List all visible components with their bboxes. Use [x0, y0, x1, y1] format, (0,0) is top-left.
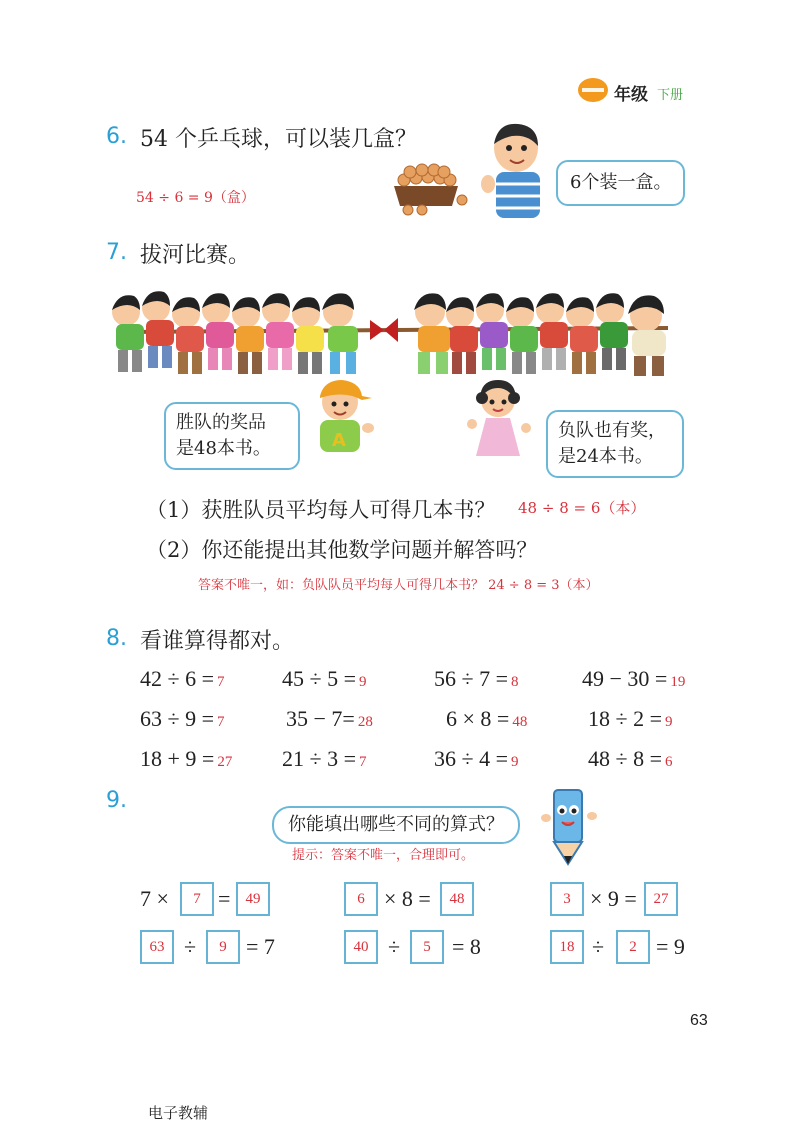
q9-r1c2-box2[interactable]: 48 [440, 882, 474, 916]
q9-r1c1-box1[interactable]: 7 [180, 882, 214, 916]
q9-speech-bubble [272, 806, 520, 844]
q7-right-bubble-line1: 负队也有奖， [558, 420, 666, 441]
watermark: 电子教辅 [148, 1104, 209, 1122]
q7-left-bubble-line1: 胜队的奖品 [176, 412, 266, 433]
q9-hint: 提示：答案不唯一，合理即可。 [292, 848, 475, 863]
q8-equation: 6 × 8 = 48 [446, 706, 528, 731]
grade-badge [578, 78, 608, 102]
q8-equation: 18 ÷ 2 = 9 [588, 706, 673, 731]
q7-sub2-answer: 答案不唯一，如：负队队员平均每人可得几本书？ 24 ÷ 8 = 3（本） [198, 578, 599, 593]
q6-answer: 54 ÷ 6 = 9（盒） [136, 190, 255, 206]
q7-right-speech-bubble [546, 410, 684, 478]
q8-equation: 21 ÷ 3 = 7 [282, 746, 367, 771]
q9-r1c3-mid: × 9 = [590, 886, 637, 911]
q9-r2c1-mid: ÷ [184, 934, 197, 959]
q9-number: 9. [106, 788, 127, 813]
q9-r2c2-mid: ÷ [388, 934, 401, 959]
q9-r1c1-box2[interactable]: 49 [236, 882, 270, 916]
q9-r1c3-box2[interactable]: 27 [644, 882, 678, 916]
q7-right-bubble-line2: 是24本书。 [558, 446, 653, 467]
q6-speech-bubble [556, 160, 685, 206]
q9-r2c3-post: = 9 [656, 934, 685, 959]
q8-equation: 42 ÷ 6 = 7 [140, 666, 225, 691]
q7-left-bubble-line2: 是48本书。 [176, 438, 271, 459]
pencil-character-illustration [540, 786, 598, 866]
grade-label: 年级 [614, 85, 648, 105]
q8-equation: 48 ÷ 8 = 6 [588, 746, 673, 771]
q6-speech-text: 6个装一盒。 [570, 172, 672, 193]
q9-r2c2-post: = 8 [452, 934, 481, 959]
q8-equation: 35 − 7= 28 [286, 706, 373, 731]
q9-r2c3-box2[interactable]: 2 [616, 930, 650, 964]
cap-boy-illustration [304, 376, 380, 456]
q9-r2c2-box2[interactable]: 5 [410, 930, 444, 964]
q9-r2c3-mid: ÷ [592, 934, 605, 959]
q9-r1c3-box1[interactable]: 3 [550, 882, 584, 916]
q7-text: 拔河比赛。 [140, 243, 251, 268]
q7-left-speech-bubble [164, 402, 300, 470]
q9-r2c1-box2[interactable]: 9 [206, 930, 240, 964]
q9-r2c2-box1[interactable]: 40 [344, 930, 378, 964]
q9-r1c2-box1[interactable]: 6 [344, 882, 378, 916]
girl-illustration [466, 376, 532, 462]
q7-sub2: （2）你还能提出其他数学问题并解答吗？ [146, 538, 538, 562]
q8-equation: 45 ÷ 5 = 9 [282, 666, 367, 691]
q8-equation: 18 + 9 = 27 [140, 746, 233, 771]
q8-equation: 56 ÷ 7 = 8 [434, 666, 519, 691]
ping-pong-box-illustration [388, 160, 472, 216]
q8-equation: 63 ÷ 9 = 7 [140, 706, 225, 731]
q9-r2c1-box1[interactable]: 63 [140, 930, 174, 964]
q9-r2c3-box1[interactable]: 18 [550, 930, 584, 964]
page-number: 63 [690, 1012, 708, 1029]
tug-of-war-illustration [108, 284, 688, 380]
q9-r2c1-post: = 7 [246, 934, 275, 959]
q7-sub1-answer: 48 ÷ 8 = 6（本） [518, 499, 646, 517]
boy-illustration [472, 122, 556, 224]
q8-equation: 49 − 30 = 19 [582, 666, 686, 691]
svg-text:A: A [332, 430, 346, 451]
q9-r1c1-pre: 7 × [140, 886, 169, 911]
volume-label: 下册 [657, 88, 684, 103]
q9-r1c1-mid: = [218, 886, 231, 911]
q8-text: 看谁算得都对。 [140, 629, 295, 654]
q9-r1c2-mid: × 8 = [384, 886, 431, 911]
q6-text: 54 个乒乓球，可以装几盒？ [140, 127, 417, 152]
q8-number: 8. [106, 626, 127, 651]
q6-number: 6. [106, 124, 127, 149]
grade-badge-icon [578, 78, 608, 102]
q8-equation: 36 ÷ 4 = 9 [434, 746, 519, 771]
q7-sub1: （1）获胜队员平均每人可得几本书？ [146, 498, 496, 522]
q9-speech-text: 你能填出哪些不同的算式？ [288, 814, 504, 835]
q7-number: 7. [106, 240, 127, 265]
